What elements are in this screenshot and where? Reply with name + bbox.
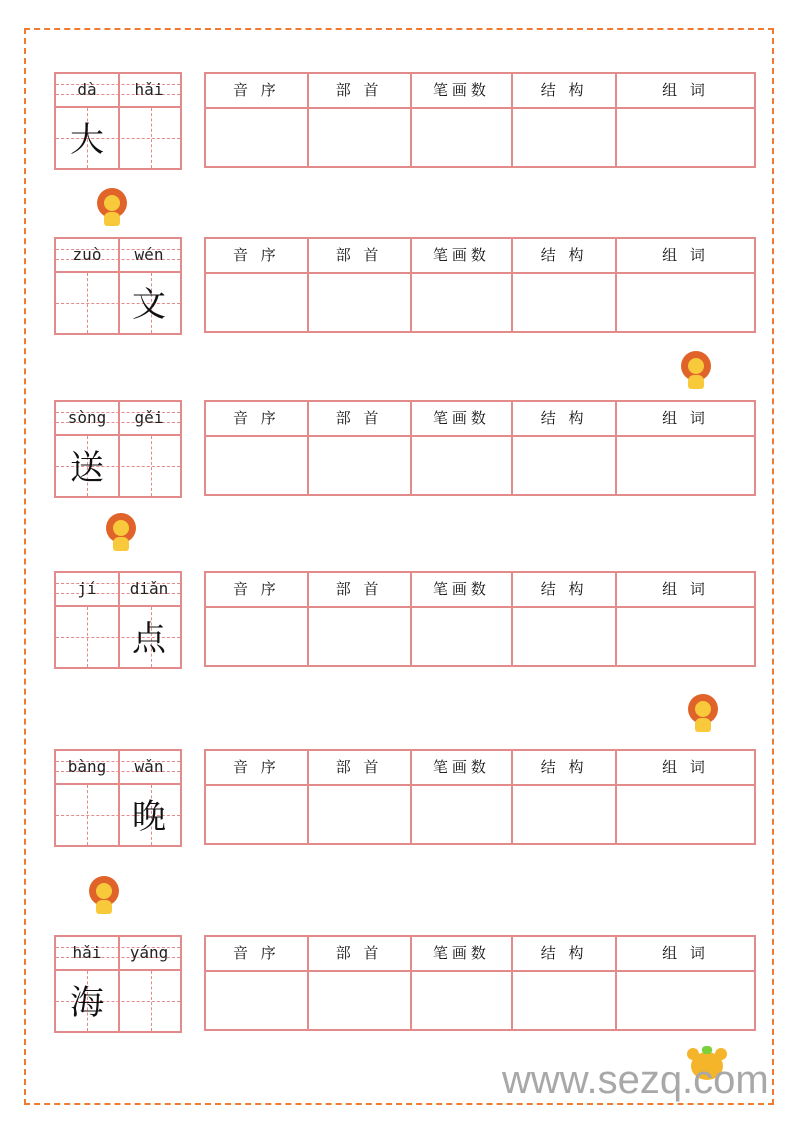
column-header: 结 构 [513,751,615,786]
word-block [0,571,800,671]
column-header: 音 序 [206,239,307,274]
answer-cell[interactable] [206,274,307,331]
hanzi-char: 送 [70,448,104,488]
answer-cell[interactable] [309,608,410,665]
answer-cell[interactable] [412,786,512,843]
answer-cell[interactable] [309,274,410,331]
column-header: 音 序 [206,402,307,437]
answer-cell[interactable] [309,437,410,494]
pinyin: hǎi [72,943,102,962]
column-header: 音 序 [206,573,307,608]
analysis-table [204,237,756,333]
answer-cell[interactable] [412,972,512,1029]
answer-cell[interactable] [206,786,307,843]
answer-cell[interactable] [513,437,615,494]
pinyin: sòng [67,408,107,427]
column-header: 音 序 [206,751,307,786]
column-header: 组 词 [617,573,754,608]
column-header: 笔画数 [412,239,512,274]
pinyin: jí [77,579,97,598]
watermark: www.sezq.com [502,1058,769,1102]
column-header: 组 词 [617,937,754,972]
lion-icon [688,694,718,732]
column-header: 部 首 [309,573,410,608]
column-header: 组 词 [617,74,754,109]
answer-cell[interactable] [206,972,307,1029]
tianzige-grid [54,749,182,847]
pinyin: gěi [134,408,164,427]
word-block [0,72,800,172]
column-header: 结 构 [513,74,615,109]
answer-cell[interactable] [513,786,615,843]
answer-cell[interactable] [309,972,410,1029]
pinyin: dà [77,80,97,99]
answer-cell[interactable] [309,786,410,843]
column-header: 部 首 [309,239,410,274]
lion-icon [89,876,119,914]
tianzige-grid [54,237,182,335]
answer-cell[interactable] [206,608,307,665]
answer-cell[interactable] [412,109,512,166]
answer-cell[interactable] [617,608,754,665]
answer-cell[interactable] [513,109,615,166]
word-block [0,935,800,1035]
column-header: 组 词 [617,402,754,437]
answer-cell[interactable] [617,109,754,166]
column-header: 部 首 [309,402,410,437]
column-header: 笔画数 [412,74,512,109]
analysis-table [204,571,756,667]
answer-cell[interactable] [513,608,615,665]
column-header: 笔画数 [412,751,512,786]
answer-cell[interactable] [513,972,615,1029]
lion-icon [97,188,127,226]
answer-cell[interactable] [412,274,512,331]
pinyin: wǎn [134,757,164,776]
word-block [0,749,800,849]
analysis-table [204,400,756,496]
answer-cell[interactable] [617,786,754,843]
hanzi-char: 大 [70,120,104,160]
column-header: 结 构 [513,573,615,608]
answer-cell[interactable] [412,608,512,665]
hanzi-char: 海 [70,983,104,1023]
analysis-table [204,749,756,845]
tianzige-grid [54,935,182,1033]
lion-icon [106,513,136,551]
column-header: 部 首 [309,937,410,972]
pinyin: hǎi [134,80,164,99]
analysis-table [204,72,756,168]
answer-cell[interactable] [206,109,307,166]
column-header: 笔画数 [412,402,512,437]
answer-cell[interactable] [617,972,754,1029]
column-header: 结 构 [513,937,615,972]
column-header: 结 构 [513,402,615,437]
column-header: 笔画数 [412,573,512,608]
word-block [0,237,800,337]
pinyin: yáng [129,943,169,962]
column-header: 结 构 [513,239,615,274]
tianzige-grid [54,72,182,170]
answer-cell[interactable] [206,437,307,494]
word-block [0,400,800,500]
answer-cell[interactable] [513,274,615,331]
pinyin: zuò [72,245,102,264]
hanzi-char: 文 [132,285,166,325]
column-header: 笔画数 [412,937,512,972]
answer-cell[interactable] [412,437,512,494]
pinyin: wén [134,245,164,264]
hanzi-char: 晚 [132,797,166,837]
tianzige-grid [54,571,182,669]
hanzi-char: 点 [132,619,166,659]
answer-cell[interactable] [617,437,754,494]
column-header: 音 序 [206,937,307,972]
answer-cell[interactable] [617,274,754,331]
column-header: 部 首 [309,74,410,109]
analysis-table [204,935,756,1031]
answer-cell[interactable] [309,109,410,166]
tianzige-grid [54,400,182,498]
column-header: 组 词 [617,239,754,274]
pinyin: diǎn [129,579,169,598]
pinyin: bàng [67,757,107,776]
column-header: 组 词 [617,751,754,786]
lion-icon [681,351,711,389]
column-header: 部 首 [309,751,410,786]
column-header: 音 序 [206,74,307,109]
